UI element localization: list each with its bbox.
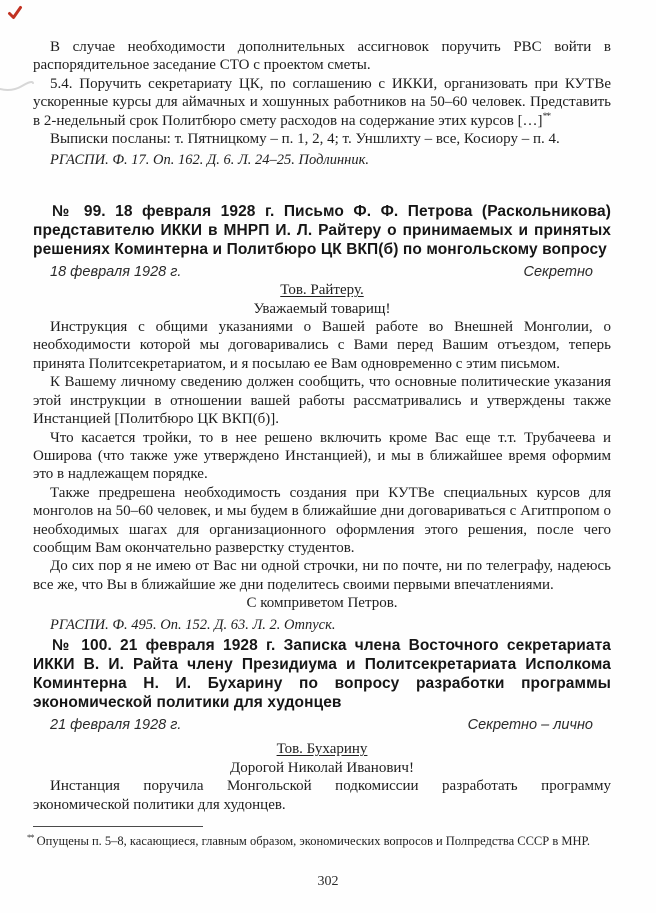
doc-99-paragraph-4: Также предрешена необходимость создания при КУТВе специальных курсов для монголов на 50–60 человек, и мы будем в ближайшие дни договариваться с Агитпропом о необходимых шагах для организационного оформления этого решения, после чего сообщим Вам окончательно разверстку студентов. — [33, 484, 611, 556]
footnote-text: Опущены п. 5–8, касающиеся, главным образом, экономических вопросов и Полпредства СССР в МНР. — [33, 834, 591, 848]
doc-100-addressee: Тов. Бухарину — [276, 741, 368, 758]
doc-99-archive-reference: РГАСПИ. Ф. 495. Оп. 152. Д. 63. Л. 2. Отпуск. — [50, 616, 336, 633]
pencil-smudge-artifact — [0, 78, 34, 94]
footnote-separator-rule — [33, 826, 203, 827]
doc-100-paragraph-1: Инстанция поручила Монгольской подкомиссии разработать программу экономической политики для худонцев. — [33, 778, 611, 813]
doc-100-section — [33, 636, 611, 814]
doc-prev-paragraph-5-4 — [33, 75, 611, 130]
doc-99-addressee: Тов. Райтеру. — [280, 282, 364, 299]
footnote-marker: ** — [27, 831, 34, 842]
doc-prev-paragraph-assignations: В случае необходимости дополнительных ассигновок поручить РВС войти в распорядительное заседание СТО с проектом сметы. — [33, 39, 611, 74]
doc-99-paragraph-5: До сих пор я не имею от Вас ни одной строчки, ни по почте, ни по телеграфу, надеюсь все же, что Вы в ближайшие же дни поделитесь своими первыми впечатлениями. — [33, 558, 611, 593]
doc-99-paragraph-2: К Вашему личному сведению должен сообщить, что основные политические указания этой инструкции в отношении вашей работы рассматривались и утверждены также Инстанцией [Политбюро ЦК ВКП(б)]. — [33, 374, 611, 428]
doc-99-signature: С комприветом Петров. — [246, 595, 398, 612]
footnote-reference-marker: ** — [542, 111, 551, 122]
doc-99-paragraph-1: Инструкция с общими указаниями о Вашей работе во Внешней Монголии, о необходимости которой мы договаривались с Вами перед Вашим отъездом, теперь принята Политсекретариатом, и я посылаю ее Вам одновременно с этим письмом. — [33, 319, 611, 372]
doc-99-meta-row — [33, 263, 611, 281]
doc-99-greeting: Уважаемый товарищ! — [253, 300, 391, 317]
doc-prev-paragraph-vypiski: Выписки посланы: т. Пятницкому – п. 1, 2, 4; т. Уншлихту – все, Косиору – п. 4. — [50, 131, 560, 148]
doc-prev-archive-reference: РГАСПИ. Ф. 17. Оп. 162. Д. 6. Л. 24–25. Подлинник. — [50, 152, 370, 169]
page-text-column — [33, 38, 611, 814]
footnote-text-line — [27, 831, 611, 849]
doc-99-paragraph-3: Что касается тройки, то в нее решено включить кроме Вас еще т.т. Трубачеева и Оширова (что также уже утверждено Инстанцией), и мы в ближайшее время оформим это в надлежащем порядке. — [33, 429, 611, 483]
doc-99-heading: № 99. 18 февраля 1928 г. Письмо Ф. Ф. Петрова (Раскольникова) представителю ИККИ в МНРП И. Л. Райтеру о принимаемых и принятых решениях Коминтерна и Политбюро ЦК ВКП(б) по монгольскому вопросу — [33, 202, 611, 258]
doc-prev-paragraph-5-4-text: 5.4. Поручить секретариату ЦК, по соглашению с ИККИ, организовать при КУТВе ускоренные курсы для аймачных и хошунных работников на 50–60 человек. Представить в 2-недельный срок Политбюро смету расходов на содержание этих курсов […] — [33, 75, 611, 129]
doc-99-classification: Секретно — [523, 263, 593, 280]
doc-100-meta-row — [33, 716, 611, 734]
doc-100-heading: № 100. 21 февраля 1928 г. Записка члена Восточного секретариата ИККИ В. И. Райта члену Президиума и Политсекретариата Исполкома Коминтерна Н. И. Бухарину по вопросу разработки программы экономической политики для худонцев — [33, 636, 611, 711]
red-pen-mark — [7, 5, 23, 21]
doc-100-greeting: Дорогой Николай Иванович! — [230, 759, 414, 776]
doc-99-date: 18 февраля 1928 г. — [50, 263, 182, 280]
doc-100-date: 21 февраля 1928 г. — [50, 716, 182, 733]
doc-prev-section — [33, 38, 611, 170]
page-number: 302 — [317, 874, 339, 889]
footnote-area — [27, 826, 611, 849]
doc-99-section — [33, 202, 611, 634]
doc-100-classification: Секретно – лично — [467, 716, 593, 733]
